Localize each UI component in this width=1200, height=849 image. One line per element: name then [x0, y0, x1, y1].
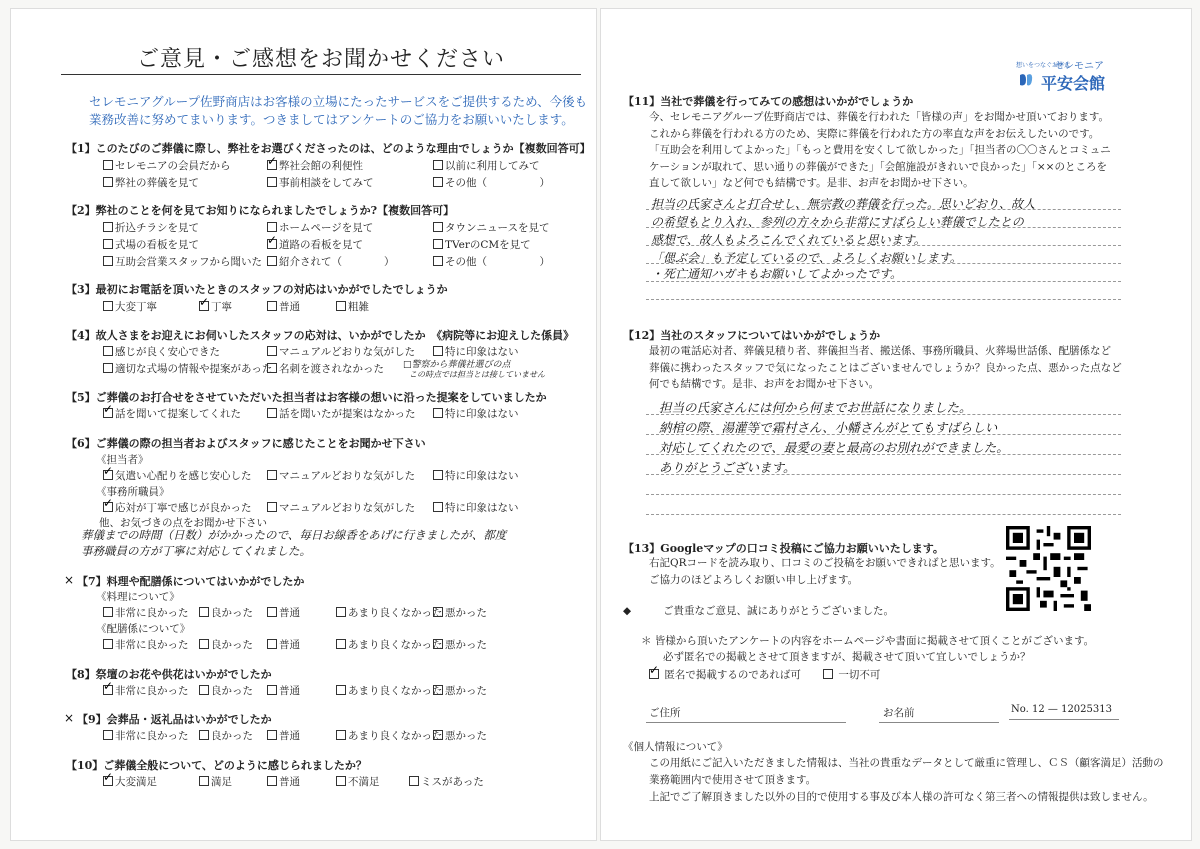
q3-option[interactable]: [267, 299, 300, 314]
checkbox-icon[interactable]: [336, 776, 346, 786]
q9-option[interactable]: [199, 728, 253, 743]
option-label: 非常に良かった: [115, 730, 189, 742]
handwritten-answer: 担当の氏家さんには何から何までお世話になりました。: [659, 400, 972, 415]
text-line: 業務範囲内で使用させて頂きます。: [649, 774, 817, 786]
option-label: あまり良くなかった: [348, 607, 443, 619]
handwritten-answer: 事務職員の方が丁寧に対応してくれました。: [81, 544, 311, 558]
option-label: 弊社の葬儀を見て: [115, 177, 199, 189]
option-label: 悪かった: [445, 730, 487, 742]
handwritten-note: □警察から葬儀社選びの点: [403, 360, 511, 370]
left-page: [10, 8, 597, 841]
thanks-text: ご貴重なご意見、誠にありがとうございました。: [663, 605, 894, 617]
checkbox-icon[interactable]: [267, 502, 277, 512]
option-label: 普通: [279, 301, 300, 313]
checkbox-checked-icon[interactable]: [103, 470, 113, 480]
name-label: お名前: [883, 707, 915, 719]
q9-label: 【9】会葬品・返礼品はいかがでしたか: [77, 713, 272, 726]
q8-option[interactable]: [267, 683, 300, 698]
handwritten-note: この時点では担当とは接していません: [409, 370, 545, 379]
q1-option[interactable]: [103, 158, 231, 173]
option-label: あまり良くなかった: [348, 730, 443, 742]
option-label: 話を聞いたが提案はなかった: [279, 408, 416, 420]
option-label: 普通: [279, 685, 300, 697]
option-label: 弊社会館の利便性: [279, 160, 363, 172]
checkbox-checked-icon[interactable]: [103, 776, 113, 786]
q9-option[interactable]: [336, 728, 443, 743]
option-label: マニュアルどおりな気がした: [279, 470, 416, 482]
intro-text: [89, 93, 599, 129]
right-page: [600, 8, 1192, 841]
handwritten-answer: の希望もとり入れ、参列の方々から非常にすばらしい葬儀でしたとの: [651, 215, 1024, 229]
q9-option[interactable]: [433, 728, 487, 743]
q4-option[interactable]: [103, 344, 220, 359]
option-label: 事前相談をしてみて: [279, 177, 374, 189]
q1-option[interactable]: [103, 175, 199, 190]
option-label: 良かった: [211, 685, 253, 697]
checkbox-icon[interactable]: [433, 470, 443, 480]
number-part: 12: [1031, 704, 1045, 715]
option-label: あまり良くなかった: [348, 639, 443, 651]
text-line: この用紙にご記入いただきました情報は、当社の貴重なデータとして厳重に管理し、ＣＳ（顧客満足）活動の: [649, 757, 1164, 769]
option-label: 非常に良かった: [115, 685, 189, 697]
checkbox-icon[interactable]: [267, 363, 277, 373]
q7-option[interactable]: [103, 605, 189, 620]
handwritten-answer: 「偲ぶ会」も予定しているので、よろしくお願いします。: [651, 251, 962, 265]
checkbox-checked-icon[interactable]: [199, 301, 209, 311]
checkbox-icon[interactable]: [409, 776, 419, 786]
checkbox-icon[interactable]: [199, 639, 209, 649]
checkbox-icon[interactable]: [103, 730, 113, 740]
handwritten-answer: 対応してくれたので、最愛の妻と最高のお別れができました。: [659, 440, 1009, 455]
option-label: 悪かった: [445, 639, 487, 651]
option-label: 適切な式場の情報や提案があった: [115, 363, 273, 375]
checkbox-icon[interactable]: [199, 607, 209, 617]
checkbox-icon[interactable]: [199, 730, 209, 740]
option-label: 感じが良く安心できた: [115, 346, 220, 358]
q2-option[interactable]: [103, 254, 262, 269]
checkbox-icon[interactable]: [267, 730, 277, 740]
q13-description: [649, 555, 1001, 588]
option-label: 丁寧: [211, 301, 232, 313]
q2-option[interactable]: [103, 220, 199, 235]
x-mark: ×: [64, 573, 75, 587]
checkbox-icon[interactable]: [433, 685, 443, 695]
q6-option[interactable]: [433, 500, 519, 515]
x-mark: ×: [64, 711, 75, 725]
q11-description: [649, 109, 1111, 192]
checkbox-icon[interactable]: [103, 160, 113, 170]
text-line: 右記QRコードを読み取り、口コミのご投稿をお願いできればと思います。: [649, 557, 1001, 569]
checkbox-icon[interactable]: [433, 346, 443, 356]
option-label: 特に印象はない: [445, 408, 519, 420]
page-title: ご意見・ご感想をお聞かせください: [136, 47, 505, 72]
q1-option[interactable]: [433, 158, 540, 173]
option-label: 応対が丁寧で感じが良かった: [115, 502, 252, 514]
title-divider: [61, 74, 581, 75]
q7-option[interactable]: [103, 637, 189, 652]
number-dash: —: [1047, 704, 1058, 715]
logo-tagline: 想いをつなぐお葬式: [1016, 62, 1071, 69]
q6-option[interactable]: [433, 468, 519, 483]
intro-line: 業務改善に努めてまいります。つきましてはアンケートのご協力をお願いいたします。: [89, 112, 574, 127]
checkbox-icon[interactable]: [103, 239, 113, 249]
text-line: 直して欲しい」など何でも結構です。是非、お声をお聞かせ下さい。: [649, 177, 974, 189]
q2-option[interactable]: [433, 254, 550, 269]
q1-option[interactable]: [433, 175, 550, 190]
q4-label: 【4】故人さまをお迎えにお伺いしたスタッフの応対は、いかがでしたか 《病院等にお迎えした係員》: [66, 329, 575, 342]
q7-option[interactable]: [199, 637, 253, 652]
text-line: 葬儀に携わったスタッフで気になったことはございませんでしょうか？良かった点、悪かった点など: [649, 361, 1122, 374]
q12-description: [649, 343, 1122, 393]
option-label: ホームページを見て: [279, 222, 374, 234]
number-part: 12025313: [1061, 704, 1112, 715]
q4-option[interactable]: [267, 344, 415, 359]
checkbox-icon[interactable]: [267, 222, 277, 232]
option-label: マニュアルどおりな気がした: [279, 502, 416, 514]
q7-option[interactable]: [433, 605, 487, 620]
q3-label: 【3】最初にお電話を頂いたときのスタッフの対応はいかがでしたでしょうか: [66, 283, 448, 296]
q10-option[interactable]: [103, 774, 157, 789]
q6-option[interactable]: [267, 468, 415, 483]
checkbox-icon[interactable]: [336, 730, 346, 740]
address-field[interactable]: [646, 722, 846, 723]
checkbox-icon[interactable]: [103, 346, 113, 356]
q5-option[interactable]: [433, 406, 519, 421]
q10-option[interactable]: [409, 774, 484, 789]
checkbox-icon[interactable]: [103, 301, 113, 311]
q7-option[interactable]: [433, 637, 487, 652]
answer-line: [646, 494, 1121, 495]
checkbox-icon[interactable]: [267, 470, 277, 480]
handwritten-answer: 葬儀までの時間（日数）がかかったので、毎日お線香をあげに行きましたが、都度: [81, 528, 507, 542]
option-label: 普通: [279, 607, 300, 619]
q8-label: 【8】祭壇のお花や供花はいかがでしたか: [66, 668, 272, 681]
option-label: ミスがあった: [421, 776, 484, 788]
handwritten-answer: ・死亡通知ハガキもお願いしてよかったです。: [651, 267, 903, 281]
option-label: 折込チラシを見て: [115, 222, 199, 234]
q1-option[interactable]: [267, 175, 374, 190]
q1-label: 【1】このたびのご葬儀に際し、弊社をお選びくださったのは、どのような理由でしょうか【複数回答可】: [66, 142, 591, 155]
option-label: 良かった: [211, 639, 253, 651]
text-line: これから葬儀を行われる方のため、実際に葬儀を行われた方の率直な声をお伝えしたいのです。: [649, 127, 1100, 140]
q6-sub-heading: 《担当者》: [96, 454, 149, 466]
text-line: 最初の電話応対者、葬儀見積り者、葬儀担当者、搬送係、事務所職員、火葬場世話係、配膳係など: [649, 345, 1111, 357]
name-field[interactable]: [879, 722, 999, 723]
option-label: タウンニュースを見て: [445, 222, 550, 234]
option-label: あまり良くなかった: [348, 685, 443, 697]
checkbox-icon[interactable]: [103, 639, 113, 649]
number-underline: [1009, 719, 1119, 720]
handwritten-answer: 担当の氏家さんと打合せし、無宗教の葬儀を行った。思いどおり、故人: [651, 197, 1036, 211]
q5-option[interactable]: [267, 406, 416, 421]
q2-option[interactable]: [433, 220, 549, 235]
option-label: 良かった: [211, 730, 253, 742]
q6-option[interactable]: [103, 468, 252, 483]
q7-option[interactable]: [267, 605, 300, 620]
handwritten-answer: 感想で、故人もよろこんでくれていると思います。: [651, 233, 926, 247]
option-label: TVerのCMを見て: [445, 239, 531, 251]
checkbox-icon[interactable]: [433, 160, 443, 170]
checkbox-icon[interactable]: [103, 363, 113, 373]
publish-option-refuse[interactable]: [823, 667, 880, 682]
option-label: その他（ ）: [445, 177, 550, 189]
q13-label: 【13】Googleマップの口コミ投稿にご協力お願いいたします。: [623, 542, 944, 555]
option-label: 普通: [279, 776, 300, 788]
option-label: 非常に良かった: [115, 639, 189, 651]
checkbox-icon[interactable]: [433, 239, 443, 249]
checkbox-icon[interactable]: [336, 685, 346, 695]
checkbox-icon[interactable]: [103, 177, 113, 187]
q9-option[interactable]: [267, 728, 300, 743]
option-label: 不満足: [348, 776, 380, 788]
option-label: 非常に良かった: [115, 607, 189, 619]
q7-option[interactable]: [267, 637, 300, 652]
checkbox-icon[interactable]: [267, 776, 277, 786]
checkbox-checked-icon[interactable]: [103, 685, 113, 695]
checkbox-icon[interactable]: [433, 607, 443, 617]
checkbox-icon[interactable]: [103, 607, 113, 617]
q7-option[interactable]: [199, 605, 253, 620]
text-line: 今、セレモニアグループ佐野商店では、葬儀を行われた「皆様の声」をお聞かせ頂いております。: [649, 111, 1110, 123]
q2-option[interactable]: [103, 237, 199, 252]
publish-option-anonymous[interactable]: [649, 667, 801, 682]
option-label: 道路の看板を見て: [279, 239, 363, 251]
checkbox-icon[interactable]: [336, 301, 346, 311]
checkbox-icon[interactable]: [433, 408, 443, 418]
option-label: 満足: [211, 776, 232, 788]
option-label: 特に印象はない: [445, 470, 519, 482]
checkbox-checked-icon[interactable]: [267, 239, 277, 249]
q6-option[interactable]: [267, 500, 415, 515]
checkbox-icon[interactable]: [267, 607, 277, 617]
checkbox-checked-icon[interactable]: [103, 408, 113, 418]
text-line: ケーションが取れて、思い通りの葬儀ができた」「会館施設がきれいで良かった」「××のところを: [649, 160, 1107, 173]
checkbox-icon[interactable]: [433, 730, 443, 740]
q7-sub-heading: 《配膳係について》: [96, 623, 191, 635]
option-label: 普通: [279, 639, 300, 651]
option-label: 大変丁寧: [115, 301, 157, 313]
option-label: 匿名で掲載するのであれば可: [664, 669, 801, 681]
checkbox-icon[interactable]: [433, 177, 443, 187]
option-label: 大変満足: [115, 776, 157, 788]
q2-option[interactable]: [267, 254, 395, 269]
q7-option[interactable]: [336, 605, 443, 620]
option-label: 話を聞いて提案してくれた: [115, 408, 241, 420]
q11-label: 【11】当社で葬儀を行ってみての感想はいかがでしょうか: [623, 95, 914, 108]
option-label: 悪かった: [445, 607, 487, 619]
checkbox-icon[interactable]: [336, 607, 346, 617]
checkbox-icon[interactable]: [267, 177, 277, 187]
form-number: [1011, 702, 1112, 719]
checkbox-icon[interactable]: [433, 639, 443, 649]
option-label: 式場の看板を見て: [115, 239, 199, 251]
checkbox-icon[interactable]: [103, 222, 113, 232]
q10-option[interactable]: [199, 774, 232, 789]
checkbox-icon[interactable]: [267, 301, 277, 311]
option-label: 特に印象はない: [445, 502, 519, 514]
q6-label: 【6】ご葬儀の際の担当者およびスタッフに感じたことをお聞かせ下さい: [66, 437, 426, 450]
checkbox-icon[interactable]: [823, 669, 833, 679]
q8-option[interactable]: [433, 683, 487, 698]
option-label: 特に印象はない: [445, 346, 519, 358]
q7-sub-heading: 《料理について》: [96, 591, 180, 603]
checkbox-checked-icon[interactable]: [649, 669, 659, 679]
q2-option[interactable]: [433, 237, 531, 252]
q4-option[interactable]: [267, 361, 384, 376]
checkbox-icon[interactable]: [267, 685, 277, 695]
q6-option[interactable]: [103, 500, 252, 515]
logo-name: 平安会館: [1041, 74, 1106, 93]
q2-option[interactable]: [267, 220, 373, 235]
option-label: その他（ ）: [445, 256, 550, 268]
q5-option[interactable]: [103, 406, 241, 421]
checkbox-icon[interactable]: [267, 639, 277, 649]
text-line: 上記でご了解頂きました以外の目的で使用する事及び本人様の許可なく第三者への情報提供は致しません。: [649, 791, 1154, 803]
number-prefix: No.: [1011, 704, 1029, 715]
q9-option[interactable]: [103, 728, 189, 743]
checkbox-icon[interactable]: [336, 639, 346, 649]
checkbox-icon[interactable]: [433, 256, 443, 266]
checkbox-icon[interactable]: [433, 502, 443, 512]
text-line: 何でも結構です。是非、お声をお聞かせ下さい。: [649, 378, 880, 390]
option-label: 一切不可: [838, 669, 881, 681]
publish-notice: ＊ 皆様から頂いたアンケートの内容をホームページや書面に掲載させて頂くことがございます。: [641, 635, 1095, 647]
q12-label: 【12】当社のスタッフについてはいかがでしょうか: [623, 329, 881, 342]
checkbox-icon[interactable]: [267, 256, 277, 266]
publish-question: 必ず匿名での掲載とさせて頂きますが、掲載させて頂いて宜しいでしょうか？: [663, 651, 1031, 663]
option-label: 普通: [279, 730, 300, 742]
checkbox-icon[interactable]: [267, 408, 277, 418]
privacy-title: 《個人情報について》: [623, 741, 728, 753]
option-label: 悪かった: [445, 685, 487, 697]
text-line: ご協力のほどよろしくお願い申し上げます。: [649, 573, 859, 586]
address-label: ご住所: [649, 707, 681, 719]
q5-label: 【5】ご葬儀のお打合せをさせていただいた担当者はお客様の想いに沿った提案をしていましたか: [66, 391, 547, 404]
option-label: セレモニアの会員だから: [115, 160, 231, 172]
q6-other-label: 他、お気づきの点をお聞かせ下さい: [99, 517, 267, 529]
option-label: 互助会営業スタッフから聞いた: [115, 256, 262, 268]
q8-option[interactable]: [103, 683, 189, 698]
logo-brand: セレモニア: [1054, 61, 1104, 72]
q10-option[interactable]: [267, 774, 300, 789]
heian-logo-icon: [1018, 72, 1034, 88]
checkbox-icon[interactable]: [433, 222, 443, 232]
handwritten-answer: ありがとうございます。: [659, 460, 796, 475]
option-label: 名刺を渡されなかった: [279, 363, 384, 375]
text-line: 「互助会を利用してよかった」「もっと費用を安くして欲しかった」「担当者の〇〇さんとコミュニ: [649, 144, 1111, 156]
q2-label: 【2】弊社のことを何を見てお知りになられましたでしょうか?【複数回答可】: [66, 204, 455, 217]
option-label: 粗雑: [348, 301, 369, 313]
option-label: 紹介されて（ ）: [279, 256, 395, 268]
q2-option[interactable]: [267, 237, 363, 252]
q3-option[interactable]: [103, 299, 157, 314]
q1-option[interactable]: [267, 158, 363, 173]
q7-label: 【7】料理や配膳係についてはいかがでしたか: [77, 575, 305, 588]
handwritten-answer: 納棺の際、湯灌等で霜村さん、小幡さんがとてもすばらしい: [659, 420, 998, 435]
option-label: マニュアルどおりな気がした: [279, 346, 416, 358]
q10-label: 【10】ご葬儀全般について、どのように感じられましたか？: [66, 759, 367, 772]
checkbox-icon[interactable]: [199, 685, 209, 695]
q7-option[interactable]: [336, 637, 443, 652]
checkbox-icon[interactable]: [199, 776, 209, 786]
q3-option[interactable]: [336, 299, 369, 314]
option-label: 以前に利用してみて: [445, 160, 540, 172]
answer-line: [646, 299, 1121, 300]
checkbox-icon[interactable]: [103, 256, 113, 266]
thanks-mark: ◆: [623, 605, 632, 617]
option-label: 良かった: [211, 607, 253, 619]
q8-option[interactable]: [199, 683, 253, 698]
q6-sub-heading: 《事務所職員》: [96, 486, 170, 498]
q3-option[interactable]: [199, 299, 232, 314]
answer-line: [646, 514, 1121, 515]
option-label: 気遣い心配りを感じ安心した: [115, 470, 252, 482]
checkbox-icon[interactable]: [267, 346, 277, 356]
qr-code-icon[interactable]: [1006, 526, 1091, 611]
checkbox-checked-icon[interactable]: [103, 502, 113, 512]
checkbox-checked-icon[interactable]: [267, 160, 277, 170]
intro-line: セレモニアグループ佐野商店はお客様の立場にたったサービスをご提供するため、今後も: [89, 94, 588, 109]
q4-option[interactable]: [103, 361, 272, 376]
q8-option[interactable]: [336, 683, 443, 698]
privacy-text: [649, 755, 1164, 806]
q10-option[interactable]: [336, 774, 380, 789]
